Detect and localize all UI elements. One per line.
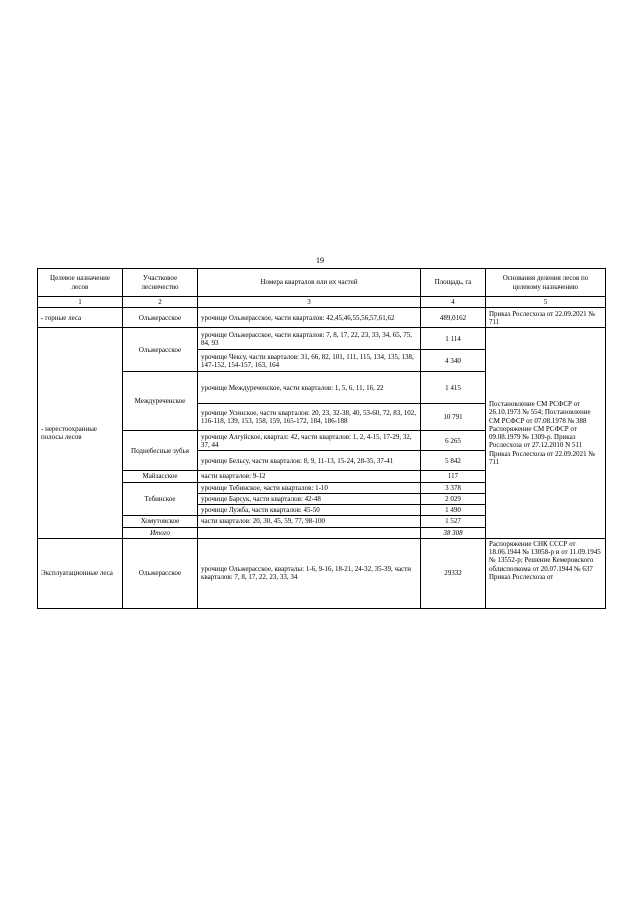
basis-cell: Постановление СМ РСФСР от 26.10.1973 № 554; Постановление СМ РСФСР от 07.08.1978 № 388 Распоряжение СМ РСФСР от 09.08.1979 № 1309-р. Приказ Рослесхоза от 27.12.2010 N 511 Приказ Рослесхоза от 22.09.2021 № 711 xyxy=(486,328,606,539)
quarters-cell: урочище Барсук, части кварталов: 42-48 xyxy=(198,493,421,504)
area-cell: 2 029 xyxy=(421,493,486,504)
area-cell: 1 114 xyxy=(421,328,486,350)
column-number-row xyxy=(38,297,606,308)
area-cell: 5 842 xyxy=(421,451,486,471)
forestry-cell: Междуреченское xyxy=(123,372,198,431)
quarters-cell: урочище Чексу, части кварталов: 31, 66, 82, 101, 111, 115, 134, 135, 138, 147-152, 154-157, 163, 164 xyxy=(198,350,421,372)
area-cell: 1 490 xyxy=(421,505,486,516)
total-label: Итого xyxy=(123,527,198,538)
header-forestry: Участковое лесничество xyxy=(123,269,198,297)
forest-purpose-table xyxy=(37,268,606,609)
purpose-cell: - горные леса xyxy=(38,308,123,328)
forestry-cell: Майзасское xyxy=(123,471,198,482)
table-row xyxy=(38,308,606,328)
quarters-cell: урочище Алгуйское, квартал: 42, части кварталов: 1, 2, 4-15, 17-29, 32, 37, 44 xyxy=(198,431,421,451)
header-quarters: Номера кварталов или их частей xyxy=(198,269,421,297)
total-area: 38 308 xyxy=(421,527,486,538)
area-cell: 4 340 xyxy=(421,350,486,372)
forestry-cell: Хомутовское xyxy=(123,516,198,527)
quarters-cell: урочище Усинское, части кварталов: 20, 23, 32-38, 40, 53-60, 72, 83, 102, 116-118, 139, 153, 158, 159, 165-172, 184, 186-188 xyxy=(198,404,421,431)
purpose-cell: Эксплуатационные леса xyxy=(38,538,123,608)
column-number: 1 xyxy=(38,297,123,308)
forestry-cell: Ольжерасское xyxy=(123,328,198,372)
quarters-cell: части кварталов: 9-12 xyxy=(198,471,421,482)
column-number: 2 xyxy=(123,297,198,308)
forestry-cell: Тебинское xyxy=(123,482,198,516)
forestry-cell: Ольжерасское xyxy=(123,308,198,328)
forestry-cell: Ольжерасское xyxy=(123,538,198,608)
area-cell: 117 xyxy=(421,471,486,482)
area-cell: 1 415 xyxy=(421,372,486,404)
quarters-cell: урочище Лужба, части кварталов: 45-50 xyxy=(198,505,421,516)
quarters-cell: урочище Бельсу, части кварталов: 8, 9, 11-13, 15-24, 28-35, 37-41 xyxy=(198,451,421,471)
header-purpose: Целевое назначение лесов xyxy=(38,269,123,297)
column-number: 4 xyxy=(421,297,486,308)
column-number: 3 xyxy=(198,297,421,308)
area-cell: 6 265 xyxy=(421,431,486,451)
empty-cell xyxy=(198,527,421,538)
page-number: 19 xyxy=(316,256,324,265)
column-number: 5 xyxy=(486,297,606,308)
table-row xyxy=(38,538,606,608)
area-cell: 1 527 xyxy=(421,516,486,527)
area-cell: 489,0162 xyxy=(421,308,486,328)
quarters-cell: урочище Ольжерасское, части кварталов: 7, 8, 17, 22, 23, 33, 34, 65, 75, 84, 93 xyxy=(198,328,421,350)
header-area: Площадь, га xyxy=(421,269,486,297)
basis-cell: Распоряжение СНК СССР от 18.06.1944 № 13058-р и от 11.09.1945 № 13552-р; Решение Кемеровского облисполкома от 20.07.1944 № 637 Приказ Рослесхоза от xyxy=(486,538,606,608)
forestry-cell: Поднебесные зубья xyxy=(123,431,198,471)
quarters-cell: урочище Ольжерасское, части кварталов: 42,45,46,55,56,57,61,62 xyxy=(198,308,421,328)
basis-cell: Приказ Рослесхоза от 22.09.2021 № 711 xyxy=(486,308,606,328)
header-basis: Основания деления лесов по целевому назначению xyxy=(486,269,606,297)
quarters-cell: урочище Ольжерасское, кварталы: 1-6, 9-16, 18-21, 24-32, 35-39, части кварталов: 7, 8, 17, 22, 23, 33, 34 xyxy=(198,538,421,608)
quarters-cell: части кварталов: 20, 30, 45, 59, 77, 98-100 xyxy=(198,516,421,527)
area-cell: 10 791 xyxy=(421,404,486,431)
quarters-cell: урочище Междуреченское, части кварталов: 1, 5, 6, 11, 16, 22 xyxy=(198,372,421,404)
area-cell: 3 378 xyxy=(421,482,486,493)
purpose-cell: - нерестоохранные полосы лесов xyxy=(38,328,123,539)
quarters-cell: урочище Тебинское, части кварталов: 1-10 xyxy=(198,482,421,493)
table-row xyxy=(38,328,606,350)
area-cell: 29332 xyxy=(421,538,486,608)
table-header-row xyxy=(38,269,606,297)
